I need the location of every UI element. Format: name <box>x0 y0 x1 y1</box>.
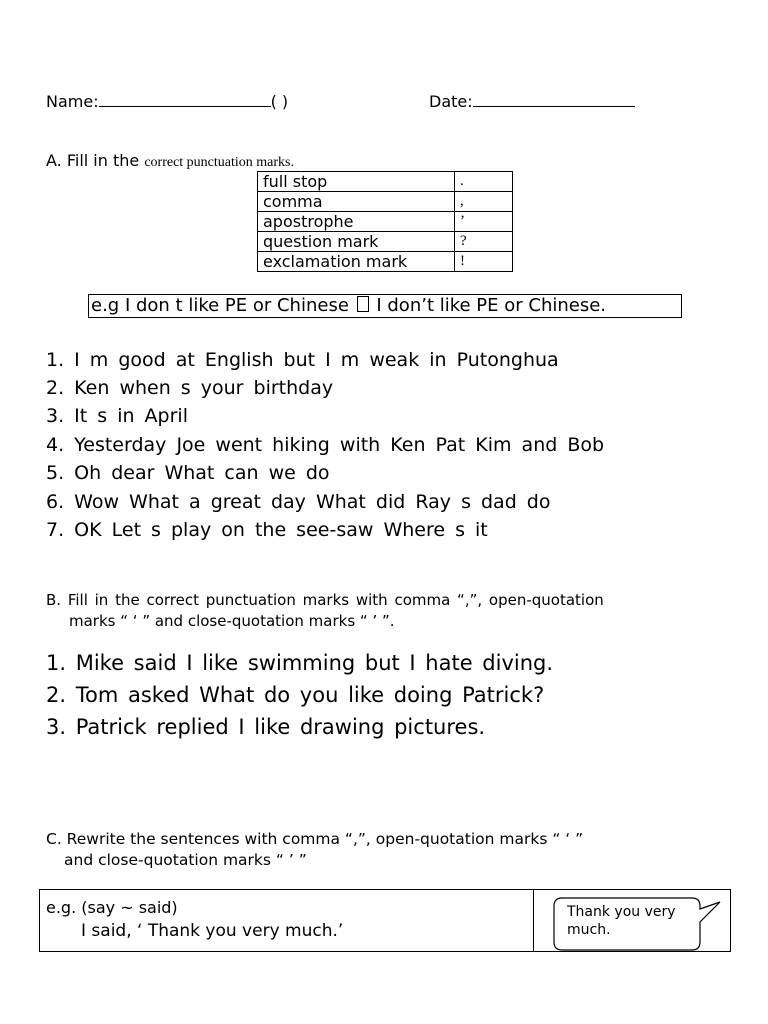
punctuation-marks-table <box>257 171 513 272</box>
date-blank[interactable] <box>473 105 635 107</box>
question-b-2[interactable]: 2. Tom asked What do you like doing Patrick? <box>46 683 545 707</box>
name-label: Name: <box>46 92 99 111</box>
question-a-6[interactable]: 6. Wow What a great day What did Ray s dad do <box>46 491 551 513</box>
section-c-example-box <box>39 889 731 952</box>
mark-symbol: . <box>455 172 513 192</box>
section-a-title <box>46 151 294 171</box>
table-row <box>258 232 513 252</box>
question-a-3[interactable]: 3. It s in April <box>46 405 188 427</box>
question-b-3[interactable]: 3. Patrick replied I like drawing pictures. <box>46 715 486 739</box>
speech-bubble-text: Thank you very much. <box>567 904 676 938</box>
mark-name: apostrophe <box>258 212 455 232</box>
example-label: e.g. (say ~ said) <box>46 898 178 917</box>
table-row <box>258 212 513 232</box>
mark-symbol: ! <box>455 252 513 272</box>
section-b-instruction: B. Fill in the correct punctuation marks with comma “,”, open-quotation <box>46 591 604 609</box>
example-after: I don’t like PE or Chinese. <box>370 295 607 316</box>
arrow-icon <box>357 296 369 312</box>
section-b-instruction-cont: marks “ ‘ ” and close-quotation marks “ ’ ”. <box>69 612 395 630</box>
name-field[interactable] <box>46 92 288 111</box>
date-label: Date: <box>429 92 473 111</box>
section-a-title-suffix: correct punctuation marks. <box>144 155 294 170</box>
date-field[interactable] <box>429 92 635 111</box>
example-before: e.g I don t like PE or Chinese <box>91 295 355 316</box>
question-a-7[interactable]: 7. OK Let s play on the see-saw Where s it <box>46 519 488 541</box>
question-a-5[interactable]: 5. Oh dear What can we do <box>46 462 330 484</box>
divider <box>533 890 534 951</box>
question-b-1[interactable]: 1. Mike said I like swimming but I hate diving. <box>46 651 554 675</box>
mark-name: comma <box>258 192 455 212</box>
section-c-instruction-cont: and close-quotation marks “ ’ ” <box>64 851 307 869</box>
mark-name: question mark <box>258 232 455 252</box>
example-sentence: I said, ‘ Thank you very much.’ <box>81 921 344 941</box>
mark-symbol: , <box>455 192 513 212</box>
table-row <box>258 172 513 192</box>
section-a-title-prefix: A. Fill in the <box>46 151 145 170</box>
section-a-example <box>88 294 682 318</box>
question-a-4[interactable]: 4. Yesterday Joe went hiking with Ken Pat Kim and Bob <box>46 434 605 456</box>
question-a-2[interactable]: 2. Ken when s your birthday <box>46 377 334 399</box>
mark-name: exclamation mark <box>258 252 455 272</box>
question-a-1[interactable]: 1. I m good at English but I m weak in Putonghua <box>46 349 559 371</box>
class-number-paren: ( ) <box>270 92 289 111</box>
name-blank[interactable] <box>99 105 271 107</box>
table-row <box>258 192 513 212</box>
table-row <box>258 252 513 272</box>
section-c-instruction: C. Rewrite the sentences with comma “,”, open-quotation marks “ ‘ ” <box>46 830 584 848</box>
mark-name: full stop <box>258 172 455 192</box>
mark-symbol: ? <box>455 232 513 252</box>
mark-symbol: ’ <box>455 212 513 232</box>
